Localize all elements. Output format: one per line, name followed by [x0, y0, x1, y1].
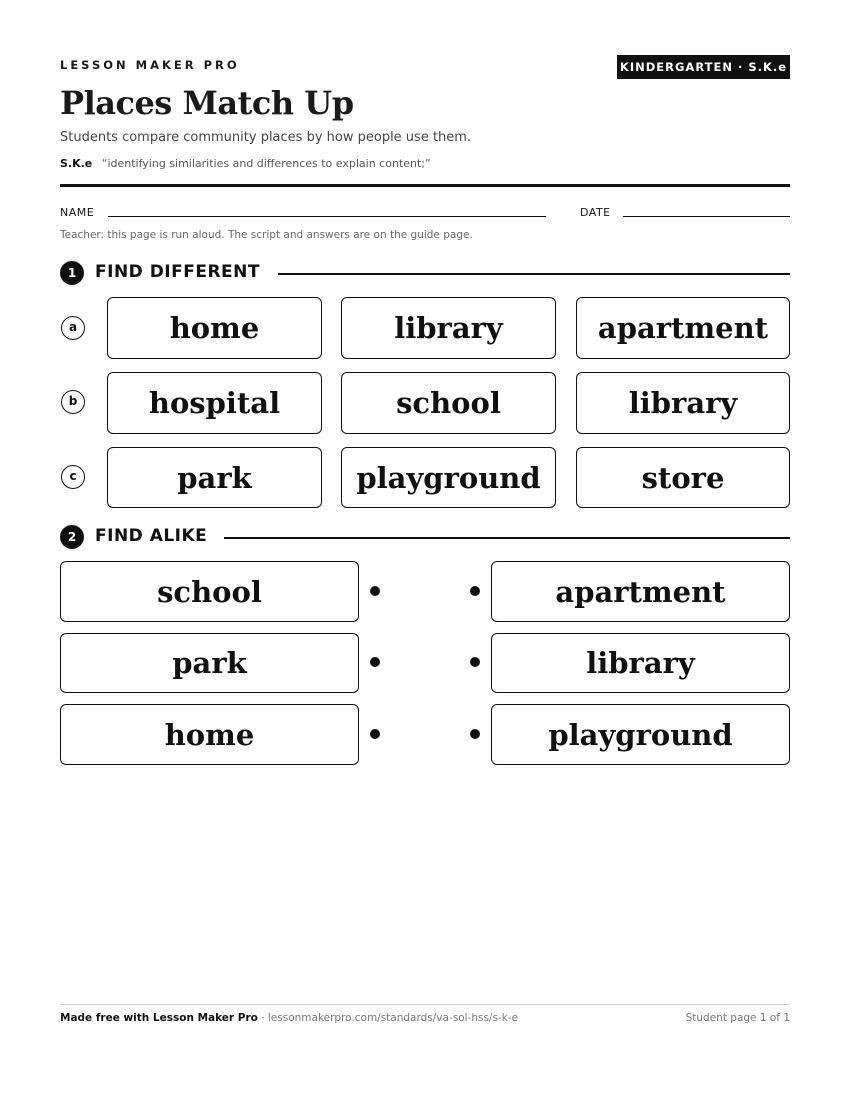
- date-label: DATE: [580, 206, 611, 219]
- section-1-rule: [278, 273, 790, 275]
- name-label: NAME: [60, 206, 95, 219]
- footer-page-number: Student page 1 of 1: [685, 1012, 790, 1024]
- match-right-card[interactable]: library: [491, 633, 790, 693]
- match-left-card[interactable]: school: [60, 561, 359, 622]
- footer-credit: [60, 1012, 518, 1024]
- match-left-card[interactable]: home: [60, 704, 359, 765]
- standard-code: S.K.e: [60, 157, 93, 170]
- teacher-note: Teacher: this page is run aloud. The script and answers are on the guide page.: [60, 229, 473, 241]
- name-field[interactable]: [108, 216, 546, 217]
- match-left-dot[interactable]: [370, 729, 380, 739]
- footer-divider: [60, 1004, 790, 1005]
- word-card[interactable]: park: [107, 447, 322, 508]
- section-1-header: [60, 261, 790, 285]
- match-right-dot[interactable]: [470, 729, 480, 739]
- word-card[interactable]: store: [576, 447, 790, 508]
- row-letter-c: c: [61, 465, 85, 489]
- word-card[interactable]: school: [341, 372, 556, 434]
- word-card[interactable]: home: [107, 297, 322, 359]
- match-right-dot[interactable]: [470, 586, 480, 596]
- section-1-number: 1: [60, 261, 84, 285]
- page-title: Places Match Up: [60, 84, 354, 122]
- grade-badge: KINDERGARTEN · S.K.e: [617, 55, 790, 79]
- match-right-card[interactable]: apartment: [491, 561, 790, 622]
- word-card[interactable]: hospital: [107, 372, 322, 434]
- match-left-card[interactable]: park: [60, 633, 359, 693]
- section-2-rule: [224, 537, 790, 539]
- match-left-dot[interactable]: [370, 586, 380, 596]
- section-2-title: FIND ALIKE: [95, 526, 217, 546]
- page-subtitle: Students compare community places by how people use them.: [60, 130, 472, 145]
- section-2-number: 2: [60, 525, 84, 549]
- date-field[interactable]: [623, 216, 790, 217]
- section-2-header: [60, 525, 790, 549]
- match-right-dot[interactable]: [470, 657, 480, 667]
- row-letter-a: a: [61, 316, 85, 340]
- word-card[interactable]: apartment: [576, 297, 790, 359]
- footer-url[interactable]: · lessonmakerpro.com/standards/va-sol-hss/s-k-e: [261, 1012, 519, 1024]
- section-1-title: FIND DIFFERENT: [95, 262, 270, 282]
- header-divider: [60, 184, 790, 187]
- word-card[interactable]: playground: [341, 447, 556, 508]
- word-card[interactable]: library: [576, 372, 790, 434]
- standard-line: [60, 157, 431, 170]
- standard-text: “identifying similarities and differences to explain content;”: [101, 157, 431, 170]
- match-right-card[interactable]: playground: [491, 704, 790, 765]
- match-left-dot[interactable]: [370, 657, 380, 667]
- word-card[interactable]: library: [341, 297, 556, 359]
- brand-name: LESSON MAKER PRO: [60, 58, 240, 72]
- row-letter-b: b: [61, 390, 85, 414]
- footer-made-with: Made free with Lesson Maker Pro: [60, 1012, 258, 1024]
